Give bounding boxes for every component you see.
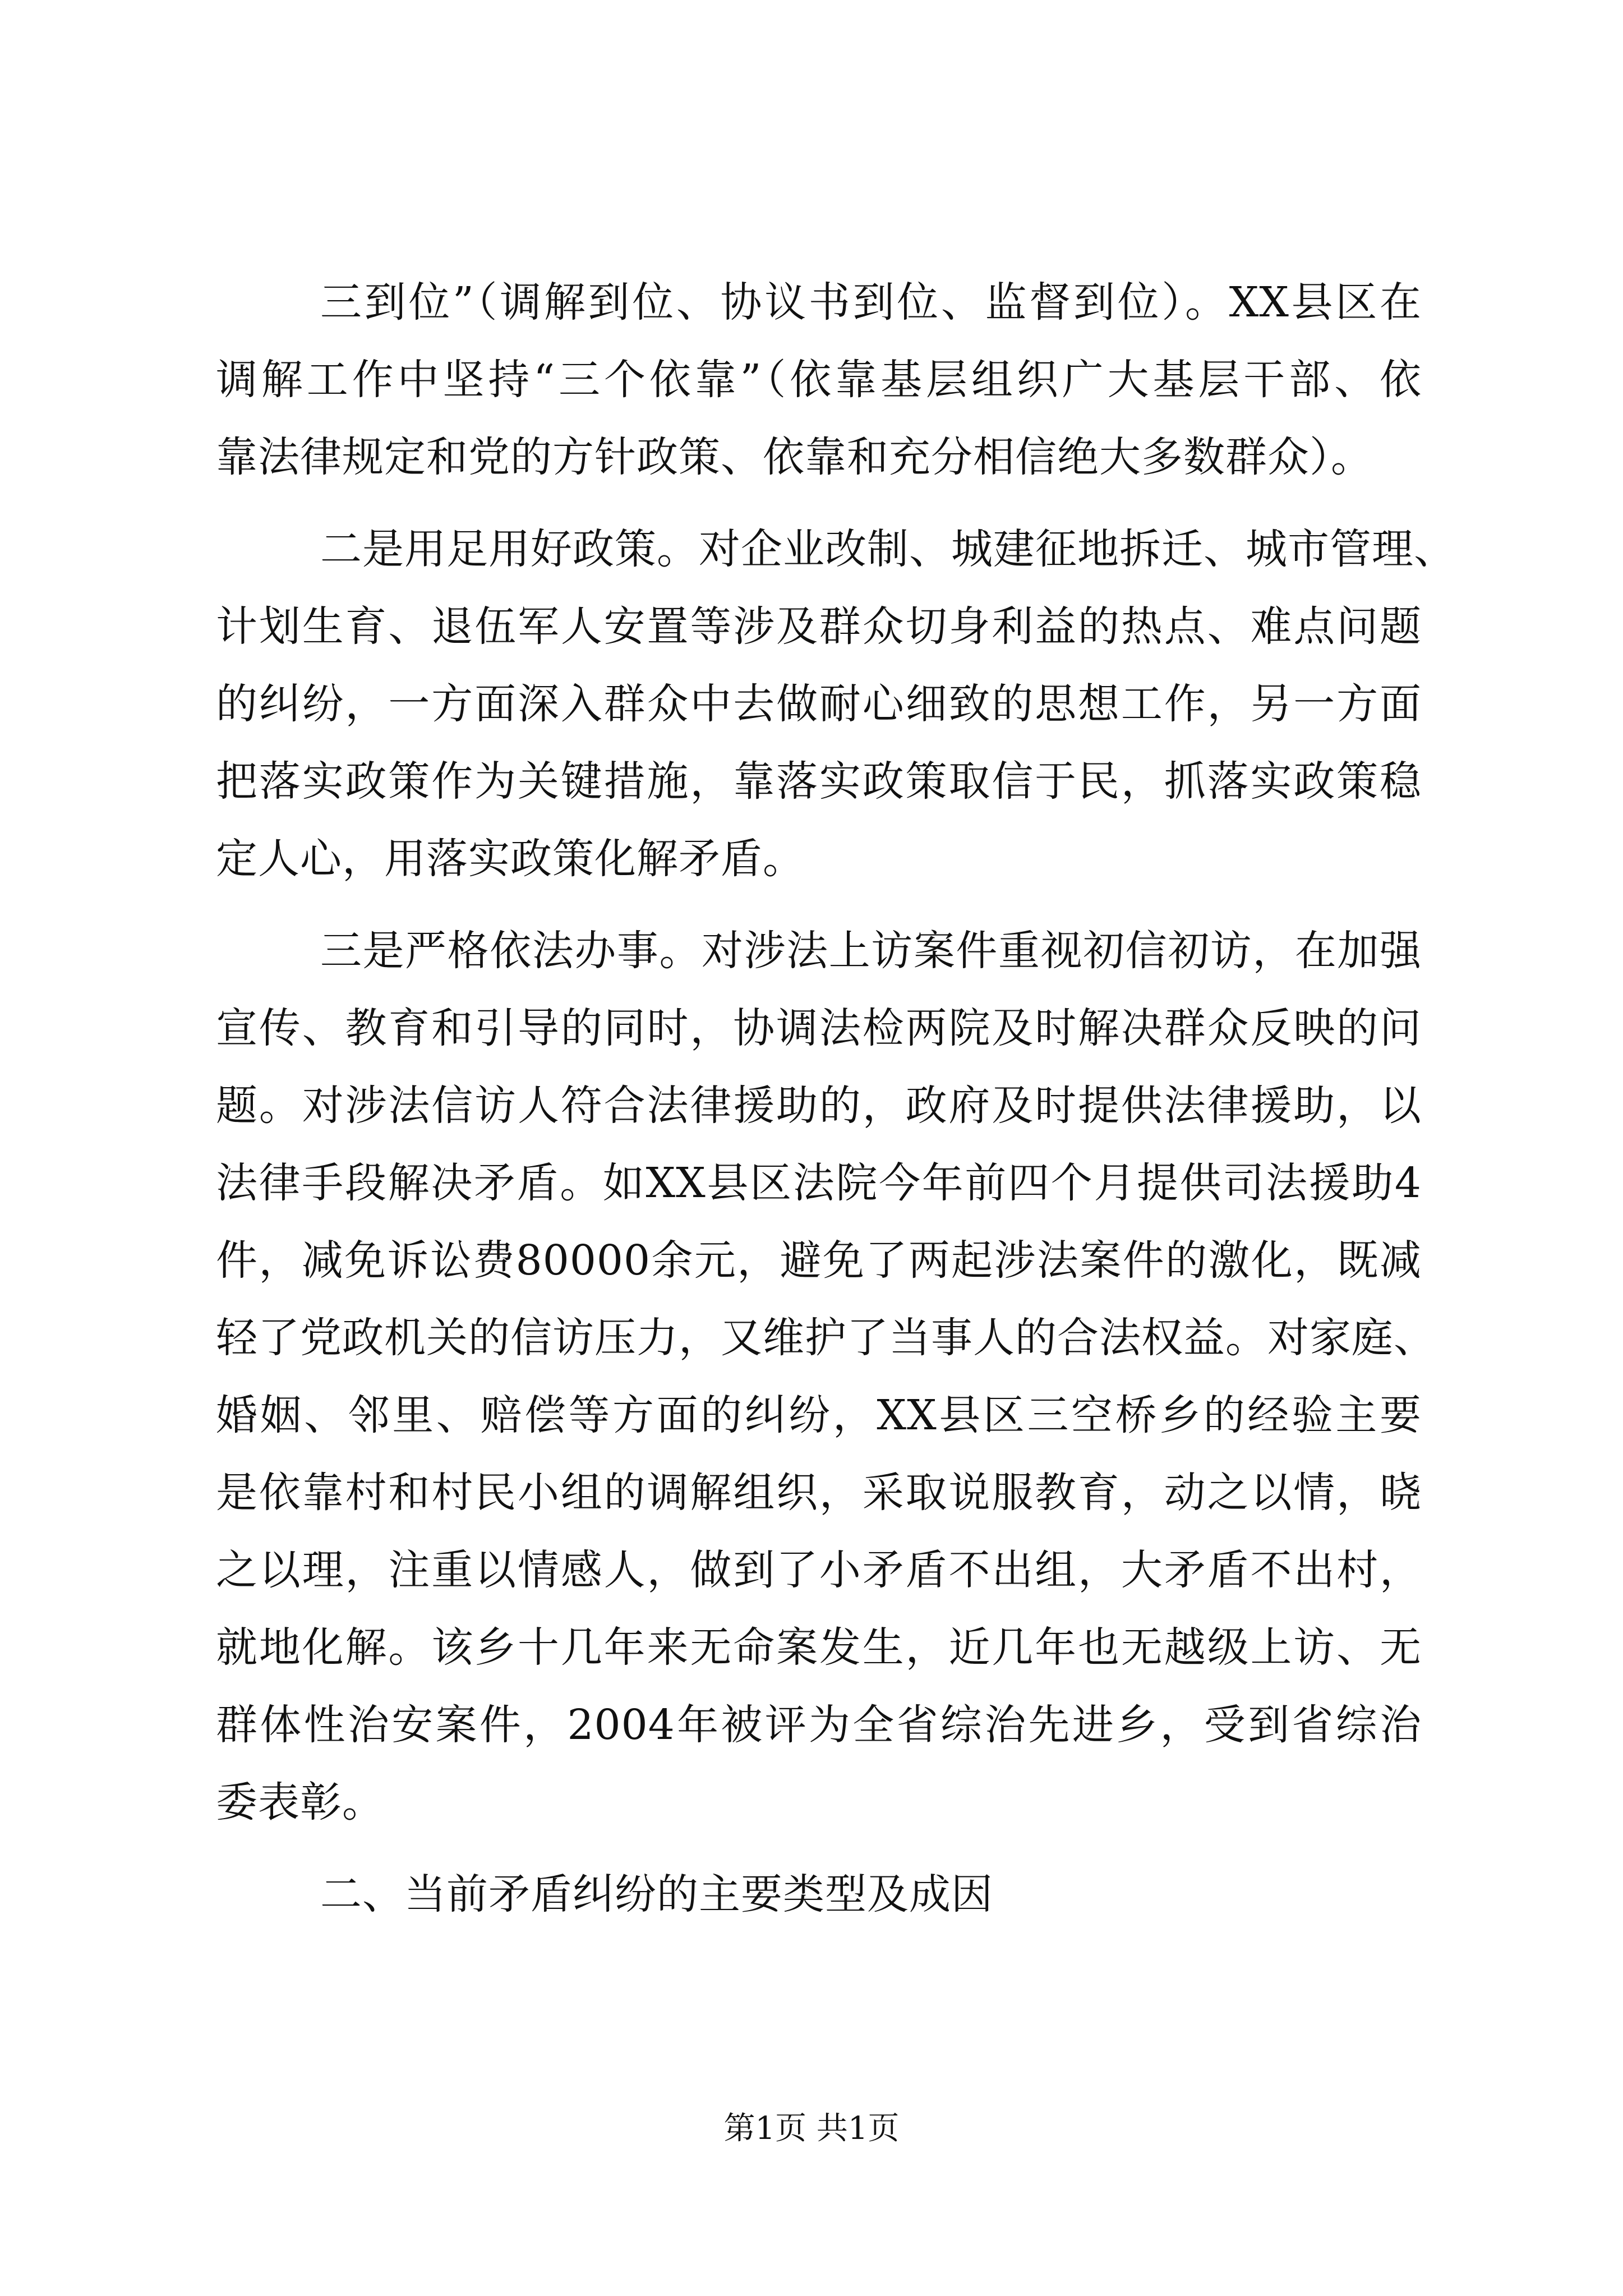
text-line: 宣传、教育和引导的同时，协调法检两院及时解决群众反映的问 — [216, 1004, 1422, 1052]
text-line: 轻了党政机关的信访压力，又维护了当事人的合法权益。对家庭、 — [216, 1314, 1436, 1362]
text-line: 靠法律规定和党的方针政策、依靠和充分相信绝大多数群众）。 — [216, 433, 1373, 481]
text-line: 计划生育、退伍军人安置等涉及群众切身利益的热点、难点问题 — [216, 602, 1422, 651]
paragraph-gap — [216, 898, 1422, 912]
paragraph-gap — [216, 1841, 1422, 1856]
text-line: 件，减免诉讼费80000余元，避免了两起涉法案件的激化，既减 — [216, 1236, 1422, 1285]
text-line: 婚姻、邻里、赔偿等方面的纠纷，XX县区三空桥乡的经验主要 — [216, 1391, 1422, 1439]
text-line: 题。对涉法信访人符合法律援助的，政府及时提供法律援助，以 — [216, 1082, 1422, 1130]
text-line: 是依靠村和村民小组的调解组织，采取说服教育，动之以情，晓 — [216, 1469, 1422, 1517]
text-line: 之以理，注重以情感人，做到了小矛盾不出组，大矛盾不出村， — [216, 1546, 1422, 1594]
text-line: 群体性治安案件，2004年被评为全省综治先进乡，受到省综治 — [216, 1701, 1422, 1749]
text-line: 二是用足用好政策。对企业改制、城建征地拆迁、城市管理、 — [320, 525, 1456, 573]
text-line: 三到位”（调解到位、协议书到位、监督到位）。XX县区在 — [320, 278, 1422, 326]
text-line: 委表彰。 — [216, 1778, 384, 1826]
text-line: 就地化解。该乡十几年来无命案发生，近几年也无越级上访、无 — [216, 1623, 1422, 1672]
text-line: 定人心，用落实政策化解矛盾。 — [216, 835, 805, 883]
paragraph-gap — [216, 496, 1422, 510]
text-line: 三是严格依法办事。对涉法上访案件重视初信初访，在加强 — [320, 927, 1422, 975]
text-line: 调解工作中坚持“三个依靠”（依靠基层组织广大基层干部、依 — [216, 356, 1422, 404]
text-line: 法律手段解决矛盾。如XX县区法院今年前四个月提供司法援助4 — [216, 1159, 1422, 1207]
document-body — [216, 264, 1456, 1933]
section-heading: 二、当前矛盾纠纷的主要类型及成因 — [320, 1870, 993, 1918]
text-line: 的纠纷，一方面深入群众中去做耐心细致的思想工作，另一方面 — [216, 680, 1422, 728]
page-number-footer: 第1页 共1页 — [723, 2110, 900, 2147]
text-line: 把落实政策作为关键措施，靠落实政策取信于民，抓落实政策稳 — [216, 757, 1422, 806]
